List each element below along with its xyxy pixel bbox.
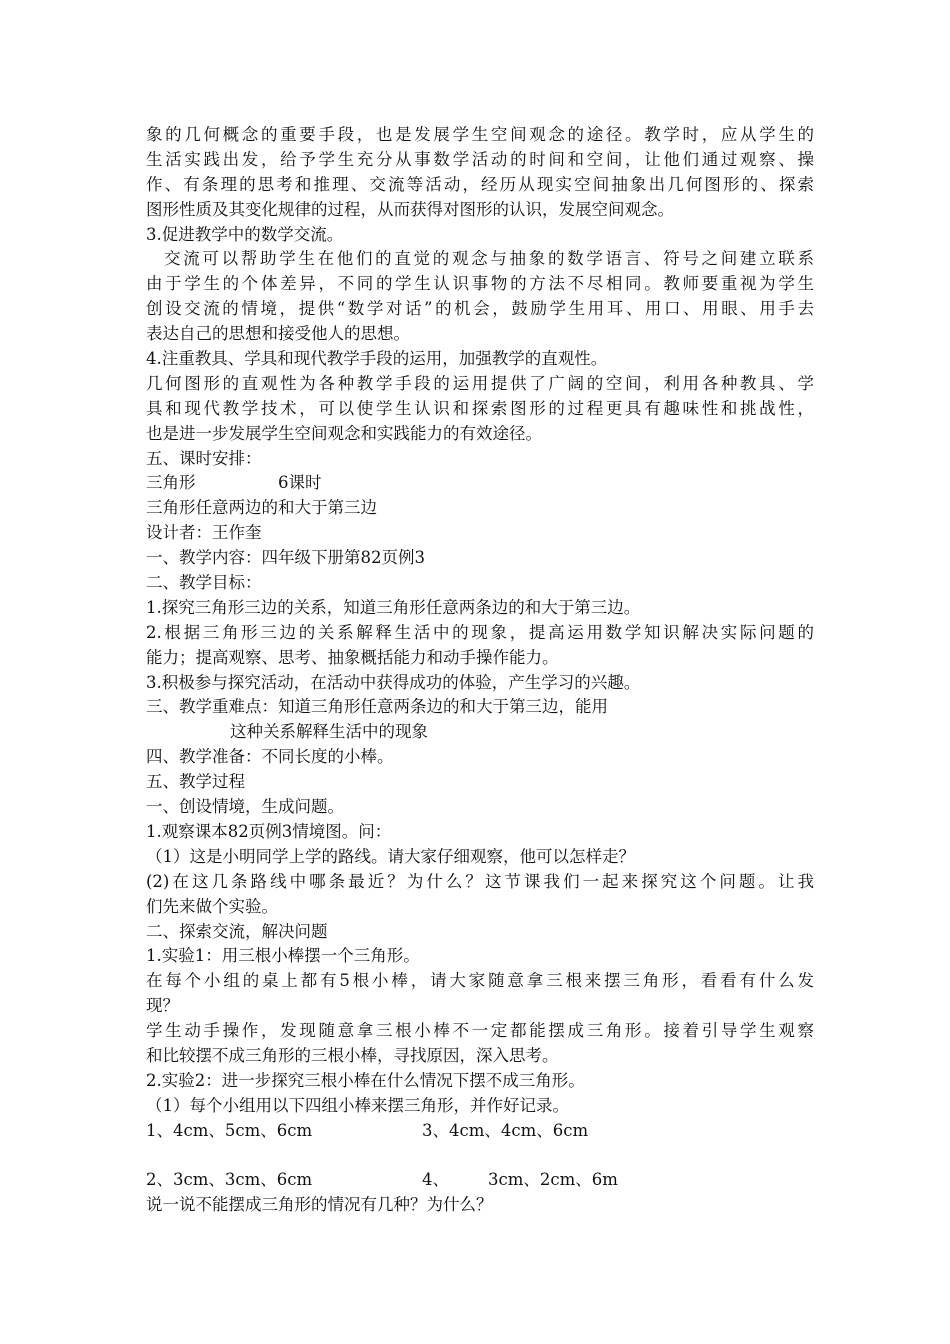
text-line: 2.根据三角形三边的关系解释生活中的现象，提高运用数学知识解决实际问题的 [146,622,814,642]
text-line: 1.实验1：用三根小棒摆一个三角形。 [146,946,420,966]
schedule-topic: 三角形 [146,473,196,493]
lesson-title: 三角形任意两边的和大于第三边 [146,498,377,518]
text-line: 创设交流的情境，提供“数学对话”的机会，鼓励学生用耳、用口、用眼、用手去 [146,299,814,319]
stick-set-4: 3cm、2cm、6m [488,1170,618,1190]
text-line: 现？ [146,996,179,1016]
section-heading: 三、教学重难点：知道三角形任意两条边的和大于第三边，能用 [146,697,608,717]
text-line: 具和现代教学技术，可以使学生认识和探索图形的过程更具有趣味性和挑战性， [146,398,814,418]
section-heading: 四、教学准备：不同长度的小棒。 [146,747,394,767]
stick-set-row [146,1168,814,1193]
section-heading: 3.促进教学中的数学交流。 [146,224,344,244]
text-line: 也是进一步发展学生空间观念和实践能力的有效途径。 [146,423,542,443]
text-line: 和比较摆不成三角形的三根小棒，寻找原因，深入思考。 [146,1045,559,1065]
text-line: 说一说不能摆成三角形的情况有几种？为什么？ [146,1195,493,1215]
text-line: 作、有条理的思考和推理、交流等活动，经历从现实空间抽象出几何图形的、探索 [146,174,814,194]
stick-set-row [146,1119,814,1144]
text-line: 学生动手操作，发现随意拿三根小棒不一定都能摆成三角形。接着引导学生观察 [146,1021,814,1041]
section-heading: 五、教学过程 [146,772,245,792]
text-line: 2.实验2：进一步探究三根小棒在什么情况下摆不成三角形。 [146,1070,585,1090]
text-line: （1）这是小明同学上学的路线。请大家仔细观察，他可以怎样走？ [146,846,635,866]
section-heading: 4.注重教具、学具和现代教学手段的运用，加强教学的直观性。 [146,349,608,369]
stick-set-3: 3、4cm、4cm、6cm [422,1120,589,1140]
lesson-designer: 设计者：王作奎 [146,523,262,543]
stick-set-4-label: 4、 [422,1170,449,1190]
section-heading: 二、教学目标： [146,573,262,593]
text-line: 由于学生的个体差异，不同的学生认识事物的方法不尽相同。教师要重视为学生 [146,274,814,294]
text-line: 能力；提高观察、思考、抽象概括能力和动手操作能力。 [146,647,559,667]
schedule-row [146,471,814,496]
text-line: 图形性质及其变化规律的过程，从而获得对图形的认识，发展空间观念。 [146,199,674,219]
text-line: 生活实践出发，给予学生充分从事数学活动的时间和空间，让他们通过观察、操 [146,149,814,169]
schedule-hours: 6课时 [278,473,322,493]
section-heading: 一、教学内容：四年级下册第82页例3 [146,548,425,568]
text-line: 在每个小组的桌上都有5根小棒，请大家随意拿三根来摆三角形，看看有什么发 [146,971,814,991]
text-line: 象的几何概念的重要手段，也是发展学生空间观念的途径。教学时，应从学生的 [146,125,814,144]
text-line: 3.积极参与探究活动，在活动中获得成功的体验，产生学习的兴趣。 [146,672,641,692]
text-line: （1）每个小组用以下四组小棒来摆三角形，并作好记录。 [146,1095,569,1115]
text-line: 这种关系解释生活中的现象 [230,722,428,742]
stick-set-1: 1、4cm、5cm、6cm [146,1120,313,1140]
document-body [146,123,814,1218]
section-heading: 一、创设情境，生成问题。 [146,797,344,817]
text-line: (2)在这几条路线中哪条最近？为什么？这节课我们一起来探究这个问题。让我 [146,871,814,891]
blank-line [146,1144,814,1169]
text-line: 几何图形的直观性为各种教学手段的运用提供了广阔的空间，利用各种教具、学 [146,373,814,393]
text-line: 1.观察课本82页例3情境图。问： [146,821,392,841]
section-heading: 五、课时安排： [146,448,262,468]
text-line: 们先来做个实验。 [146,896,278,916]
text-line: 表达自己的思想和接受他人的思想。 [146,324,410,344]
text-line: 1.探究三角形三边的关系，知道三角形任意两条边的和大于第三边。 [146,597,641,617]
section-heading: 二、探索交流，解决问题 [146,921,328,941]
text-line: 交流可以帮助学生在他们的直觉的观念与抽象的数学语言、符号之间建立联系 [164,249,814,269]
stick-set-2: 2、3cm、3cm、6cm [146,1170,313,1190]
